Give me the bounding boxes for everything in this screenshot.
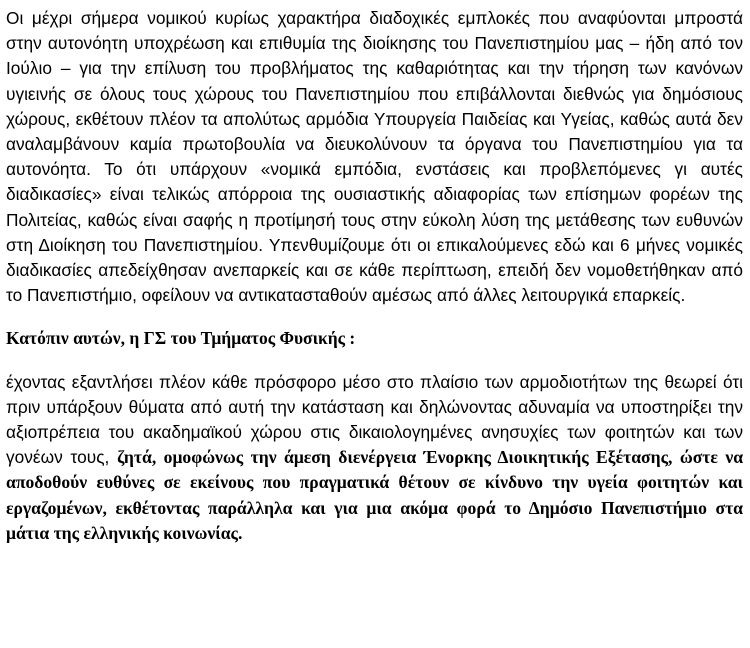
document-page bbox=[6, 6, 743, 546]
paragraph-resolution bbox=[6, 370, 743, 546]
paragraph-intro: Οι μέχρι σήμερα νομικού κυρίως χαρακτήρα διαδοχικές εμπλοκές που αναφύονται μπροστά στην αυτονόητη υποχρέωση και επιθυμία της διοίκησης του Πανεπιστημίου μας – ήδη από τον Ιούλιο – για την επίλυση του προβλήματος της καθαριότητας και την τήρηση των κανόνων υγιεινής σε όλους τους χώρους του Πανεπιστημίου που επιβάλλονται διεθνώς για δημόσιους χώρους, εκθέτουν πλέον τα απολύτως αρμόδια Υπουργεία Παιδείας και Υγείας, καθώς αυτά δεν αναλαμβάνουν καμία πρωτοβουλία να διευκολύνουν τα όργανα του Πανεπιστημίου για τα αυτονόητα. Το ότι υπάρχουν «νομικά εμπόδια, ενστάσεις και προβλεπόμενες γι αυτές διαδικασίες» είναι τελικώς απόρροια της ουσιαστικής αδιαφορίας των επίσημων φορέων της Πολιτείας, καθώς είναι σαφής η προτίμησή τους στην εύκολη λύση της μετάθεσης των ευθυνών στη Διοίκηση του Πανεπιστημίου. Υπενθυμίζουμε ότι οι επικαλούμενες εδώ και 6 μήνες νομικές διαδικασίες απεδείχθησαν ανεπαρκείς και σε κάθε περίπτωση, επειδή δεν νομοθετήθηκαν από το Πανεπιστήμιο, οφείλουν να αντικατασταθούν αμέσως από άλλες λειτουργικά επαρκείς. bbox=[6, 8, 743, 306]
resolution-text: έχοντας εξαντλήσει πλέον κάθε πρόσφορο μέσο στο πλαίσιο των αρμοδιοτήτων της θεωρεί ότι πριν υπάρξουν θύματα από αυτή την κατάσταση και δηλώνοντας αδυναμία να υποστηρίξει την αξιοπρέπεια του ακαδημαϊκού χώρου στις δικαιολογημένες ανησυχίες των φοιτητών και των γονέων τους, bbox=[6, 371, 743, 468]
resolution-demand: ζητά, ομοφώνως την άμεση διενέργεια Ένορκης Διοικητικής Εξέτασης, ώστε να αποδοθούν ευθύνες σε εκείνους που πραγματικά θέτουν σε κίνδυνο την υγεία φοιτητών και εργαζομένων, εκθέτοντας παράλληλα και για μια ακόμα φορά το Δημόσιο Πανεπιστήμιο στα μάτια της ελληνικής κοινωνίας. bbox=[6, 447, 744, 543]
section-heading: Κατόπιν αυτών, η ΓΣ του Τμήματος Φυσικής : bbox=[6, 328, 356, 349]
